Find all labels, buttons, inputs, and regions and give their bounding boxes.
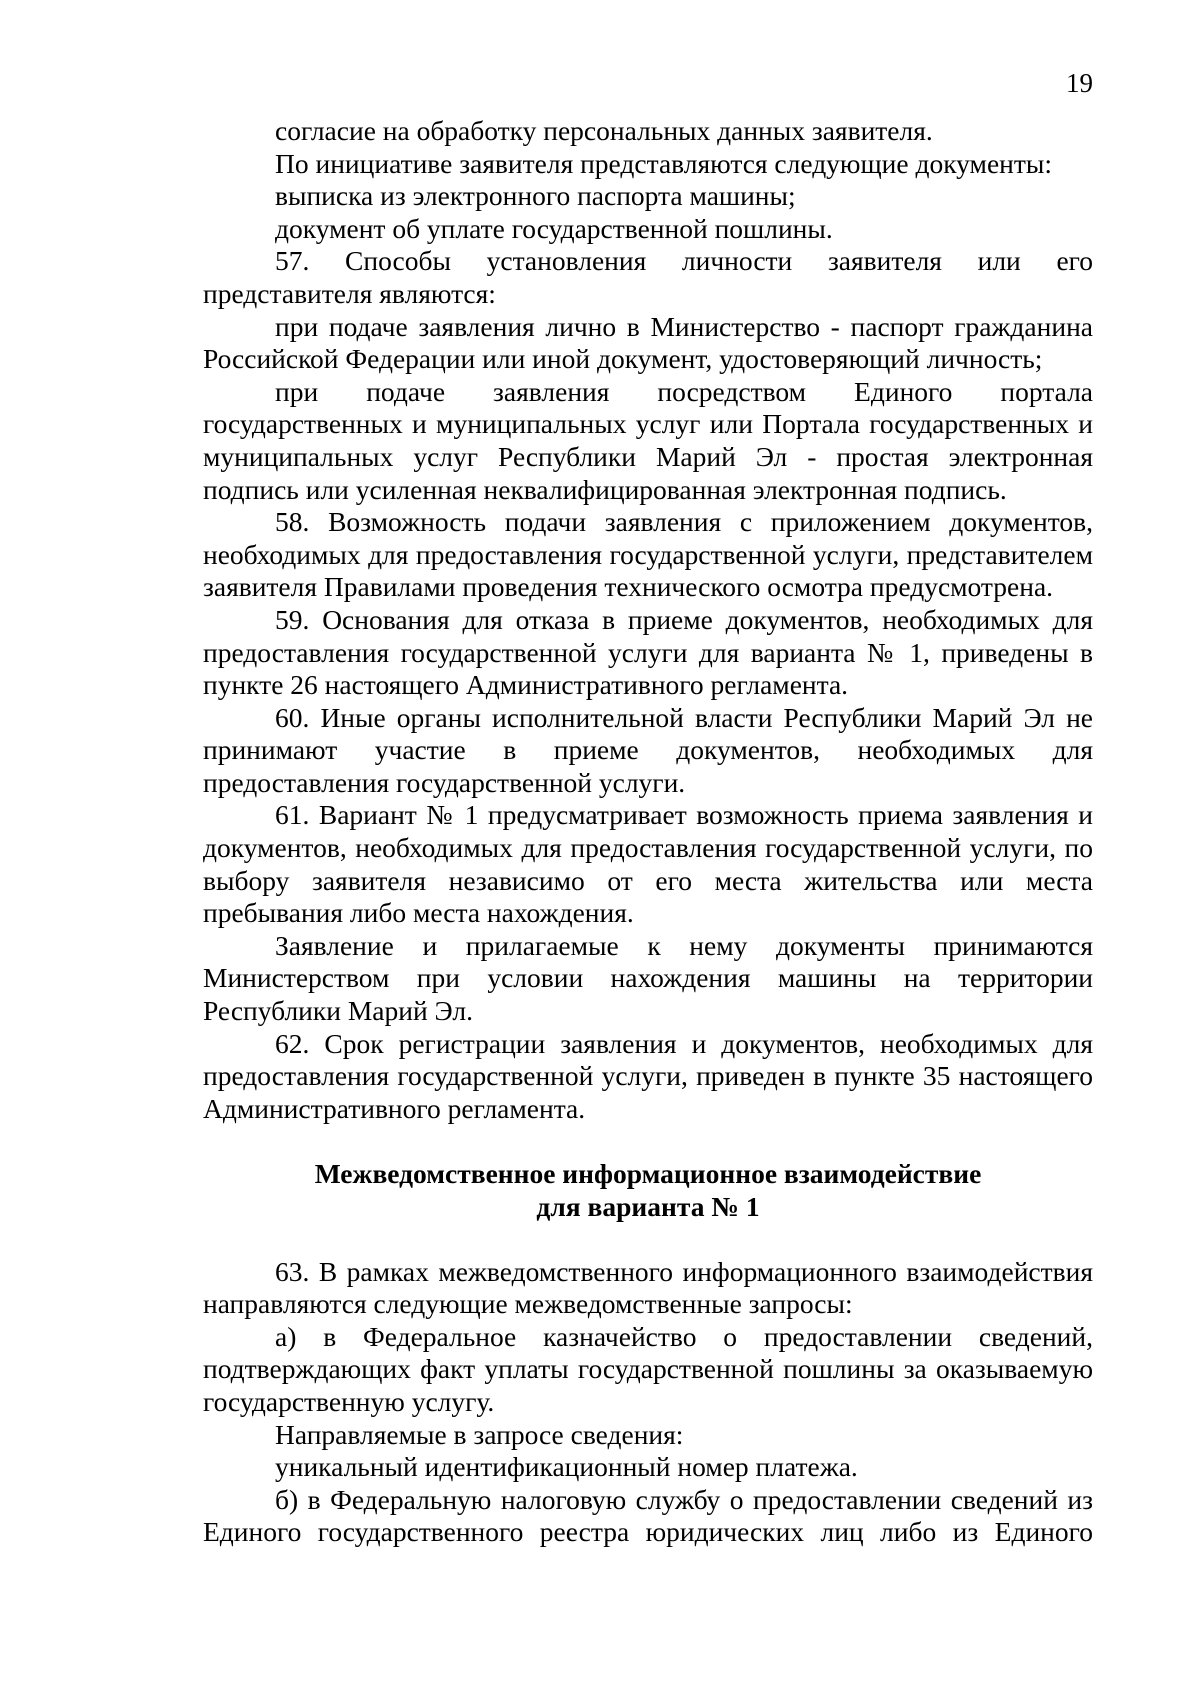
paragraph: выписка из электронного паспорта машины; <box>275 180 796 212</box>
paragraph: Заявление и прилагаемые к нему документы принимаются Министерством при условии нахождения машины на территории Республики Марий Эл. <box>203 929 1093 1027</box>
section-title-line-1: Межведомственное информационное взаимодействие <box>314 1158 982 1190</box>
section-heading <box>203 1158 1093 1223</box>
paragraph: при подаче заявления посредством Единого портала государственных и муниципальных услуг или Портала государственных и муниципальных услуг Республики Марий Эл - простая электронная подпись или усиленная неквалифицированная электронная подпись. <box>203 375 1093 505</box>
paragraph-59: 59. Основания для отказа в приеме документов, необходимых для предоставления государственной услуги для варианта № 1, приведены в пункте 26 настоящего Административного регламента. <box>203 603 1093 701</box>
paragraph: Направляемые в запросе сведения: <box>275 1418 684 1450</box>
paragraph: а) в Федеральное казначейство о предоставлении сведений, подтверждающих факт уплаты государственной пошлины за оказываемую государственную услугу. <box>203 1320 1093 1417</box>
paragraph-61: 61. Вариант № 1 предусматривает возможность приема заявления и документов, необходимых для предоставления государственной услуги, по выбору заявителя независимо от его места жительства или места пребывания либо места нахождения. <box>203 799 1093 929</box>
paragraph-58: 58. Возможность подачи заявления с приложением документов, необходимых для предоставления государственной услуги, представителем заявителя Правилами проведения технического осмотра предусмотрена. <box>203 506 1093 603</box>
section-title-line-2: для варианта № 1 <box>536 1191 760 1222</box>
paragraph-63: 63. В рамках межведомственного информационного взаимодействия направляются следующие межведомственные запросы: <box>203 1255 1093 1320</box>
paragraph-62: 62. Срок регистрации заявления и документов, необходимых для предоставления государственной услуги, приведен в пункте 35 настоящего Административного регламента. <box>203 1027 1093 1124</box>
paragraph: документ об уплате государственной пошлины. <box>275 212 833 244</box>
page-number: 19 <box>1066 68 1093 98</box>
paragraph: б) в Федеральную налоговую службу о предоставлении сведений из Единого государственного реестра юридических лиц либо из Единого <box>203 1483 1093 1548</box>
paragraph-57: 57. Способы установления личности заявителя или его представителя являются: <box>203 245 1093 309</box>
paragraph: при подаче заявления лично в Министерство - паспорт гражданина Российской Федерации или иной документ, удостоверяющий личность; <box>203 310 1093 375</box>
paragraph: согласие на обработку персональных данных заявителя. <box>275 115 933 146</box>
paragraph: уникальный идентификационный номер платежа. <box>275 1451 858 1483</box>
section-title <box>203 1158 1093 1223</box>
paragraph: По инициативе заявителя представляются следующие документы: <box>275 147 1053 179</box>
paragraph-60: 60. Иные органы исполнительной власти Республики Марий Эл не принимают участие в приеме документов, необходимых для предоставления государственной услуги. <box>203 701 1093 798</box>
document-body <box>203 115 1093 1549</box>
